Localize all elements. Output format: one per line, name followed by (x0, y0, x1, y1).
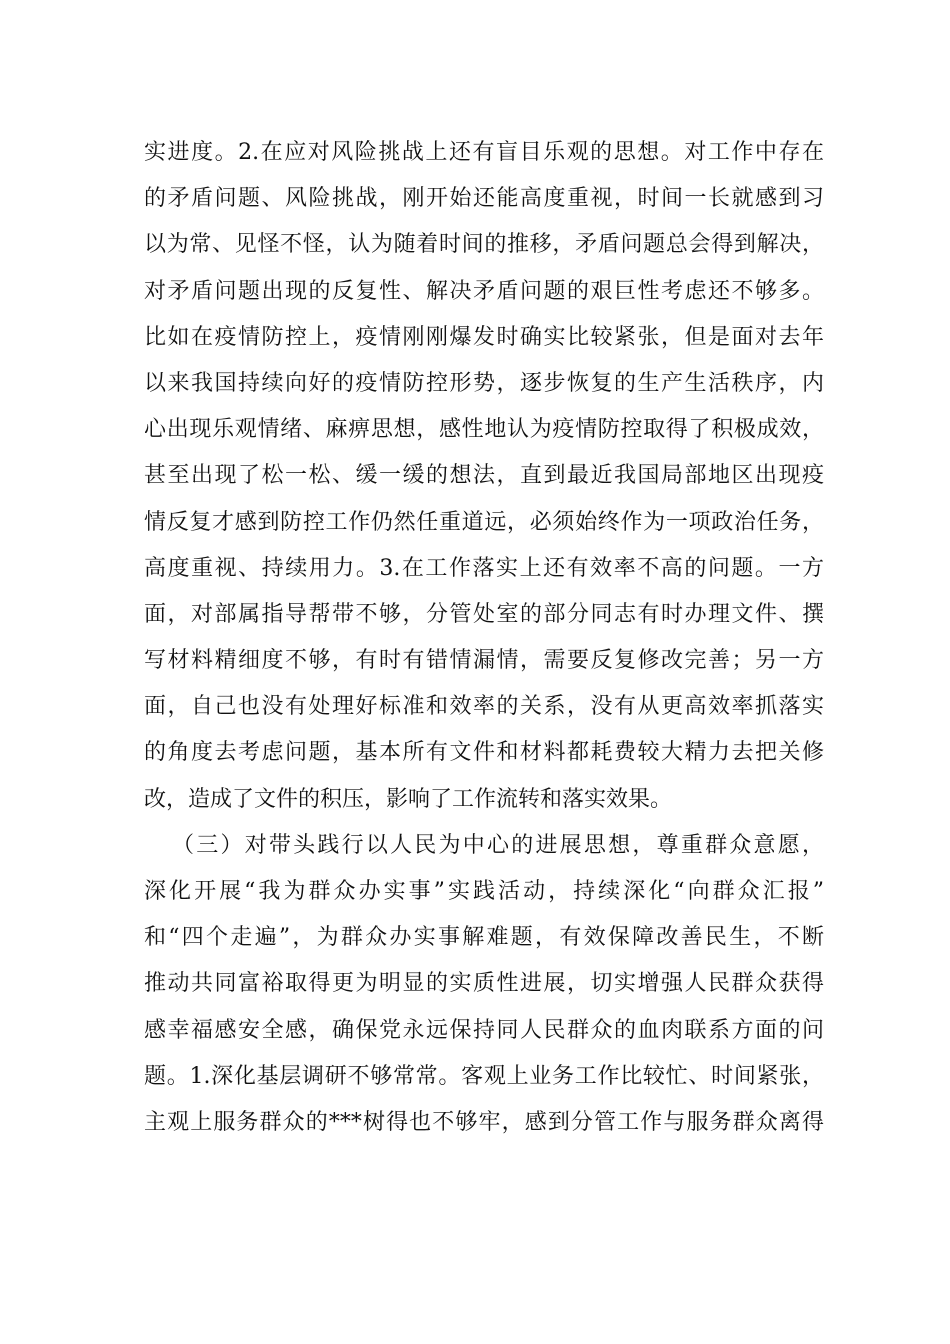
section-heading-line: （三）对带头践行以人民为中心的进展思想，尊重群众意愿， (172, 832, 824, 858)
text-line: 以为常、见怪不怪，认为随着时间的推移，矛盾问题总会得到解决， (144, 232, 824, 258)
text-line: 心出现乐观情绪、麻痹思想，感性地认为疫情防控取得了积极成效， (144, 417, 824, 443)
text-line: 以来我国持续向好的疫情防控形势，逐步恢复的生产生活秩序，内 (144, 370, 824, 396)
text-line: 实进度。2.在应对风险挑战上还有盲目乐观的思想。对工作中存在 (144, 140, 824, 165)
text-line: 高度重视、持续用力。3.在工作落实上还有效率不高的问题。一方 (144, 555, 824, 581)
text-line: 和“四个走遍”，为群众办实事解难题，有效保障改善民生，不断 (144, 925, 824, 951)
document-body (144, 130, 824, 1146)
text-line: 面，自己也没有处理好标准和效率的关系，没有从更高效率抓落实 (144, 694, 824, 720)
text-line: 写材料精细度不够，有时有错情漏情，需要反复修改完善；另一方 (144, 648, 824, 674)
text-line: 对矛盾问题出现的反复性、解决矛盾问题的艰巨性考虑还不够多。 (144, 278, 824, 304)
text-line: 甚至出现了松一松、缓一缓的想法，直到最近我国局部地区出现疫 (144, 463, 824, 489)
text-line: 推动共同富裕取得更为明显的实质性进展，切实增强人民群众获得 (144, 971, 824, 997)
text-line: 感幸福感安全感，确保党永远保持同人民群众的血肉联系方面的问 (144, 1017, 824, 1043)
text-line: 的角度去考虑问题，基本所有文件和材料都耗费较大精力去把关修 (144, 740, 824, 766)
text-line: 比如在疫情防控上，疫情刚刚爆发时确实比较紧张，但是面对去年 (144, 324, 824, 350)
text-line: 面，对部属指导帮带不够，分管处室的部分同志有时办理文件、撰 (144, 601, 824, 627)
text-line: 改，造成了文件的积压，影响了工作流转和落实效果。 (144, 786, 673, 812)
text-line: 主观上服务群众的***树得也不够牢，感到分管工作与服务群众离得 (144, 1109, 824, 1135)
text-line: 情反复才感到防控工作仍然任重道远，必须始终作为一项政治任务， (144, 509, 824, 535)
text-line: 的矛盾问题、风险挑战，刚开始还能高度重视，时间一长就感到习 (144, 186, 824, 212)
text-line: 深化开展“我为群众办实事”实践活动，持续深化“向群众汇报” (144, 879, 824, 904)
text-line: 题。1.深化基层调研不够常常。客观上业务工作比较忙、时间紧张， (144, 1063, 824, 1089)
